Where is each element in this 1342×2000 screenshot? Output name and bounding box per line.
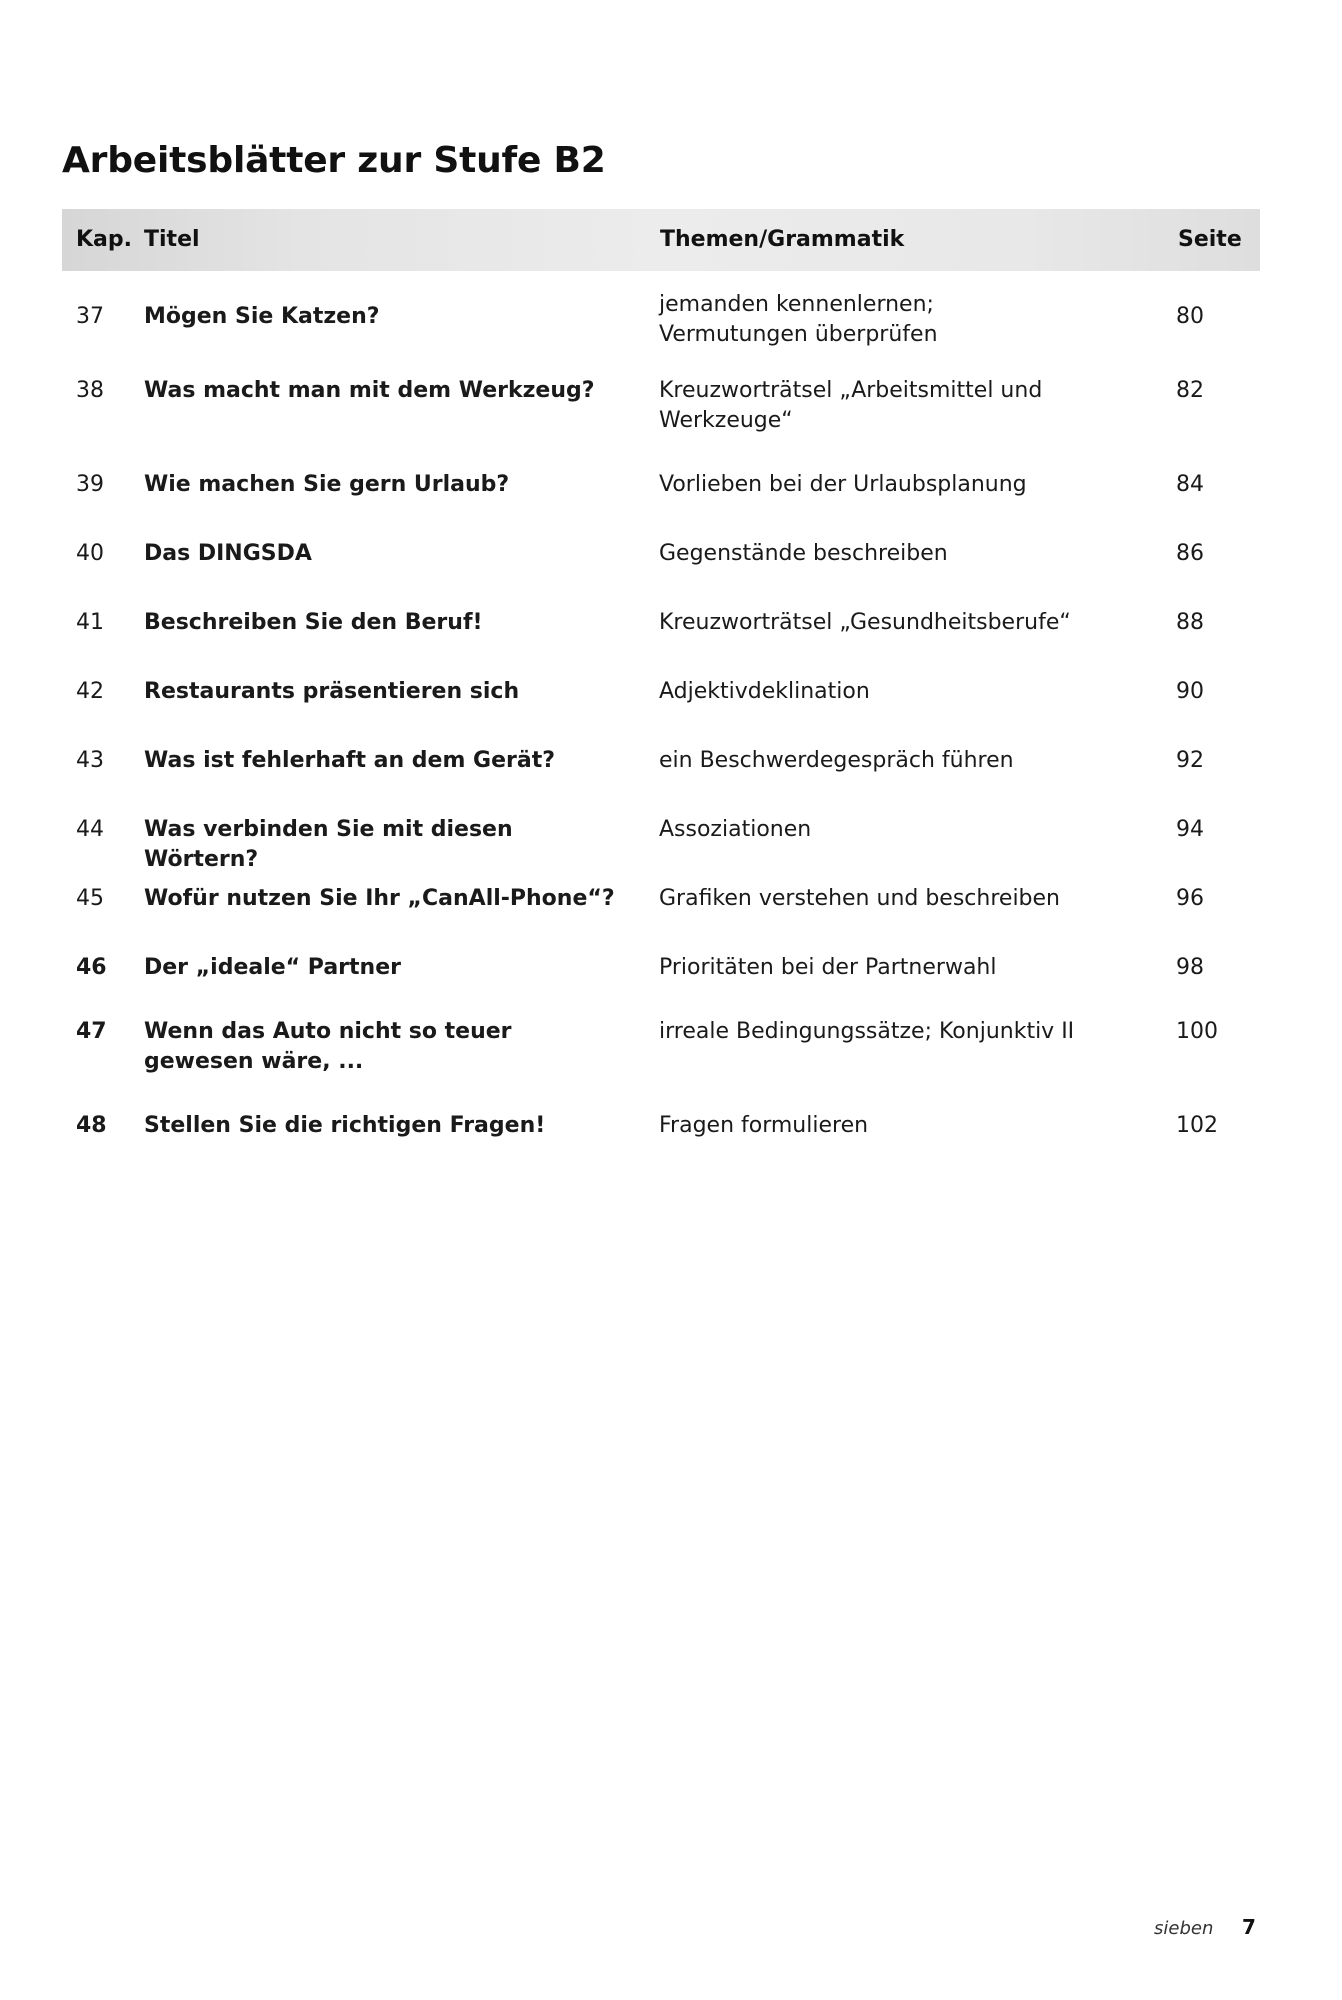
header-seite: Seite — [1178, 227, 1242, 252]
row-kap: 47 — [76, 1019, 107, 1044]
header-titel: Titel — [144, 227, 200, 252]
row-seite: 90 — [1176, 679, 1204, 704]
row-themen: irreale Bedingungssätze; Konjunktiv II — [659, 1019, 1075, 1044]
row-titel: Was macht man mit dem Werkzeug? — [144, 378, 595, 403]
row-titel: Mögen Sie Katzen? — [144, 304, 380, 329]
row-titel: Stellen Sie die richtigen Fragen! — [144, 1113, 546, 1138]
row-titel: Restaurants präsentieren sich — [144, 679, 520, 704]
row-seite: 102 — [1176, 1113, 1218, 1138]
row-titel: Was ist fehlerhaft an dem Gerät? — [144, 748, 555, 773]
row-themen: Adjektivdeklination — [659, 679, 870, 704]
row-titel: Beschreiben Sie den Beruf! — [144, 610, 483, 635]
row-kap: 38 — [76, 378, 104, 403]
page-title: Arbeitsblätter zur Stufe B2 — [62, 140, 606, 181]
footer-page-number: 7 — [1242, 1915, 1256, 1939]
row-kap: 41 — [76, 610, 104, 635]
footer-page-word: sieben — [1154, 1918, 1214, 1939]
row-kap: 44 — [76, 817, 104, 842]
row-kap: 45 — [76, 886, 104, 911]
row-titel: Wie machen Sie gern Urlaub? — [144, 472, 510, 497]
row-seite: 100 — [1176, 1019, 1218, 1044]
row-seite: 94 — [1176, 817, 1204, 842]
row-kap: 43 — [76, 748, 104, 773]
row-themen: Gegenstände beschreiben — [659, 541, 948, 566]
row-themen: Fragen formulieren — [659, 1113, 869, 1138]
row-themen: Kreuzworträtsel „Arbeitsmittel und Werkzeuge“ — [659, 378, 1043, 433]
row-seite: 86 — [1176, 541, 1204, 566]
row-themen: Prioritäten bei der Partnerwahl — [659, 955, 997, 980]
row-seite: 96 — [1176, 886, 1204, 911]
header-kap: Kap. — [76, 227, 132, 252]
row-kap: 46 — [76, 955, 107, 980]
row-seite: 84 — [1176, 472, 1204, 497]
row-themen: Grafiken verstehen und beschreiben — [659, 886, 1060, 911]
row-themen: Kreuzworträtsel „Gesundheitsberufe“ — [659, 610, 1071, 635]
row-titel: Was verbinden Sie mit diesen Wörtern? — [144, 817, 513, 872]
row-themen: ein Beschwerdegespräch führen — [659, 748, 1014, 773]
row-seite: 98 — [1176, 955, 1204, 980]
row-titel: Der „ideale“ Partner — [144, 955, 401, 980]
row-titel: Wenn das Auto nicht so teuer gewesen wäre, ... — [144, 1019, 512, 1074]
row-themen: Assoziationen — [659, 817, 812, 842]
row-kap: 42 — [76, 679, 104, 704]
row-themen: Vorlieben bei der Urlaubsplanung — [659, 472, 1027, 497]
row-seite: 92 — [1176, 748, 1204, 773]
row-themen: jemanden kennenlernen; Vermutungen überprüfen — [659, 292, 938, 347]
row-kap: 37 — [76, 304, 104, 329]
row-seite: 80 — [1176, 304, 1204, 329]
row-titel: Das DINGSDA — [144, 541, 312, 566]
row-kap: 40 — [76, 541, 104, 566]
header-themen: Themen/Grammatik — [660, 227, 905, 252]
row-seite: 88 — [1176, 610, 1204, 635]
row-seite: 82 — [1176, 378, 1204, 403]
row-titel: Wofür nutzen Sie Ihr „CanAll-Phone“? — [144, 886, 615, 911]
row-kap: 48 — [76, 1113, 107, 1138]
row-kap: 39 — [76, 472, 104, 497]
